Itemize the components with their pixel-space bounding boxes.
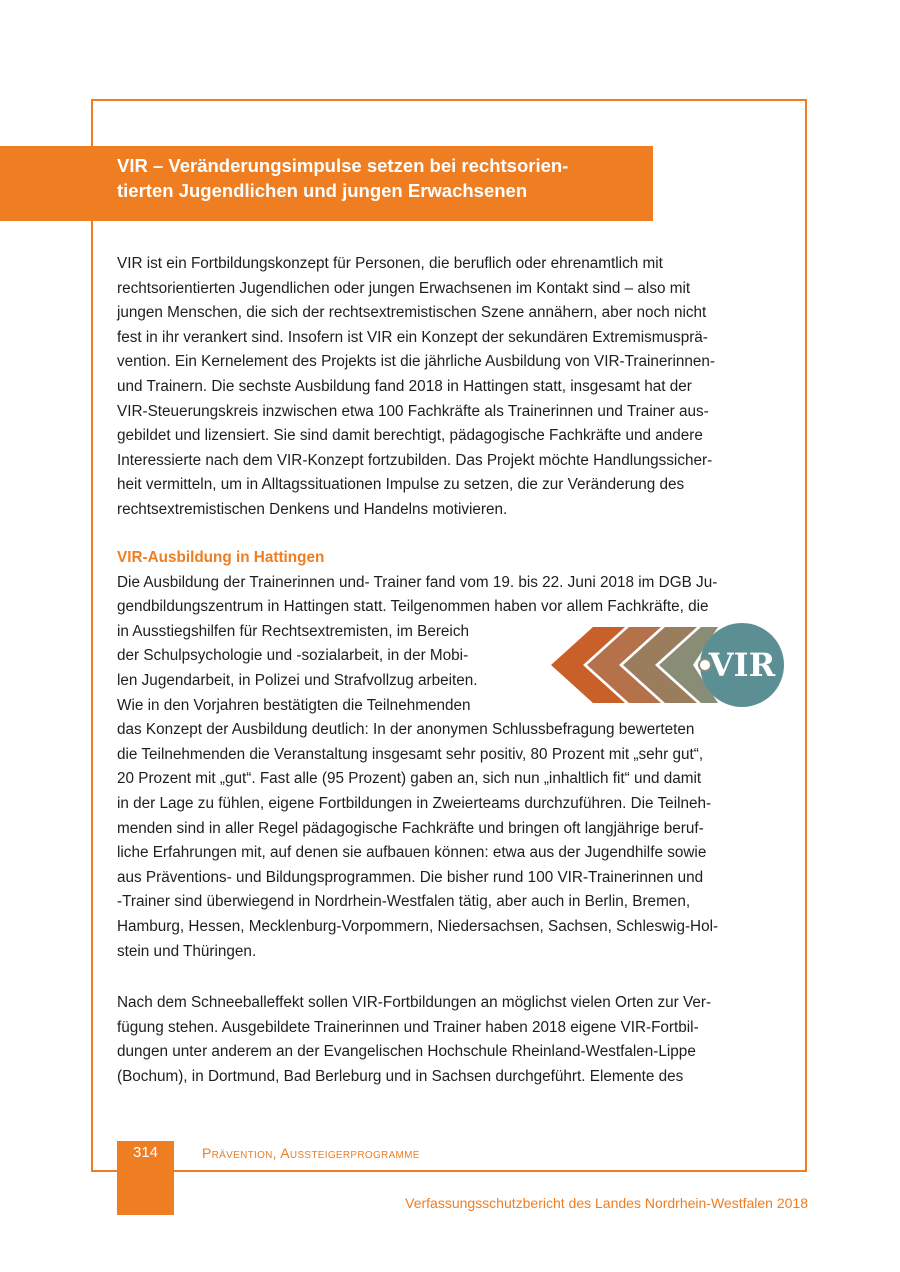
intro-paragraph <box>117 252 797 523</box>
text-line: aus Präventions- und Bildungsprogrammen. Die bisher rund 100 VIR-Trainerinnen und <box>117 868 704 886</box>
text-line: menden sind in aller Regel pädagogische Fachkräfte und bringen oft langjährige beruf- <box>117 819 704 837</box>
text-line: -Trainer sind überwiegend in Nordrhein-Westfalen tätig, aber auch in Berlin, Bremen, <box>117 893 691 911</box>
title-line: tierten Jugendlichen und jungen Erwachsenen <box>117 180 528 201</box>
text-line: jungen Menschen, die sich der rechtsextremistischen Szene annähern, aber noch nicht <box>117 304 707 322</box>
text-line: gebildet und lizensiert. Sie sind damit berechtigt, pädagogische Fachkräfte und andere <box>117 427 703 445</box>
text-line: stein und Thüringen. <box>117 942 257 960</box>
text-line: das Konzept der Ausbildung deutlich: In der anonymen Schlussbefragung bewerteten <box>117 721 695 739</box>
training-section <box>117 546 797 964</box>
section-heading: VIR-Ausbildung in Hattingen <box>117 549 325 566</box>
text-line: die Teilnehmenden die Veranstaltung insgesamt sehr positiv, 80 Prozent mit „sehr gut“, <box>117 745 704 763</box>
text-line: gendbildungszentrum in Hattingen statt. Teilgenommen haben vor allem Fachkräfte, die <box>117 598 709 616</box>
text-line: Nach dem Schneeballeffekt sollen VIR-Fortbildungen an möglichst vielen Orten zur Ver- <box>117 994 712 1011</box>
text-line: vention. Ein Kernelement des Projekts ist die jährliche Ausbildung von VIR-Trainerinnen- <box>117 353 716 371</box>
article-title <box>117 153 647 203</box>
text-line: in Ausstiegshilfen für Rechtsextremisten, im Bereich <box>117 622 469 640</box>
text-line: Interessierte nach dem VIR-Konzept fortzubilden. Das Projekt möchte Handlungssicher- <box>117 451 713 469</box>
text-line: (Bochum), in Dortmund, Bad Berleburg und in Sachsen durchgeführt. Elemente des <box>117 1067 684 1085</box>
text-line: heit vermitteln, um in Alltagssituationen Impulse zu setzen, die zur Veränderung des <box>117 476 685 494</box>
text-line: fügung stehen. Ausgebildete Trainerinnen und Trainer haben 2018 eigene VIR-Fortbil- <box>117 1018 699 1036</box>
running-header: Prävention, Aussteigerprogramme <box>202 1145 420 1161</box>
vir-logo <box>543 620 793 710</box>
text-line: VIR-Steuerungskreis inzwischen etwa 100 Fachkräfte als Trainerinnen und Trainer aus- <box>117 402 709 420</box>
text-line: liche Erfahrungen mit, auf denen sie aufbauen können: etwa aus der Jugendhilfe sowie <box>117 844 707 862</box>
text-line: Hamburg, Hessen, Mecklenburg-Vorpommern, Niedersachsen, Sachsen, Schleswig-Hol- <box>117 917 719 935</box>
text-line: fest in ihr verankert sind. Insofern ist VIR ein Konzept der sekundären Extremismusprä- <box>117 328 708 346</box>
text-line: der Schulpsychologie und -sozialarbeit, in der Mobi- <box>117 647 469 665</box>
page-number: 314 <box>132 1144 159 1161</box>
text-line: rechtsorientierten Jugendlichen oder jungen Erwachsenen im Kontakt sind – also mit <box>117 279 691 297</box>
text-line: in der Lage zu fühlen, eigene Fortbildungen in Zweierteams durchzuführen. Die Teilneh- <box>117 794 712 812</box>
text-line: und Trainern. Die sechste Ausbildung fand 2018 in Hattingen statt, insgesamt hat der <box>117 377 692 395</box>
text-line: 20 Prozent mit „gut“. Fast alle (95 Prozent) gaben an, sich nun „inhaltlich fit“ und damit <box>117 770 702 788</box>
logo-text: VIR <box>708 646 776 684</box>
footer-publication: Verfassungsschutzbericht des Landes Nordrhein-Westfalen 2018 <box>405 1195 808 1211</box>
text-line: Wie in den Vorjahren bestätigten die Teilnehmenden <box>117 696 471 714</box>
text-line: rechtsextremistischen Denkens und Handelns motivieren. <box>117 500 508 518</box>
text-line: dungen unter anderem an der Evangelischen Hochschule Rheinland-Westfalen-Lippe <box>117 1043 696 1061</box>
text-line: VIR ist ein Fortbildungskonzept für Personen, die beruflich oder ehrenamtlich mit <box>117 255 663 272</box>
text-line: len Jugendarbeit, in Polizei und Strafvollzug arbeiten. <box>117 671 478 689</box>
text-line: Die Ausbildung der Trainerinnen und- Trainer fand vom 19. bis 22. Juni 2018 im DGB Ju- <box>117 573 718 591</box>
closing-paragraph <box>117 991 797 1089</box>
title-line: VIR – Veränderungsimpulse setzen bei rechtsorien- <box>117 155 569 176</box>
